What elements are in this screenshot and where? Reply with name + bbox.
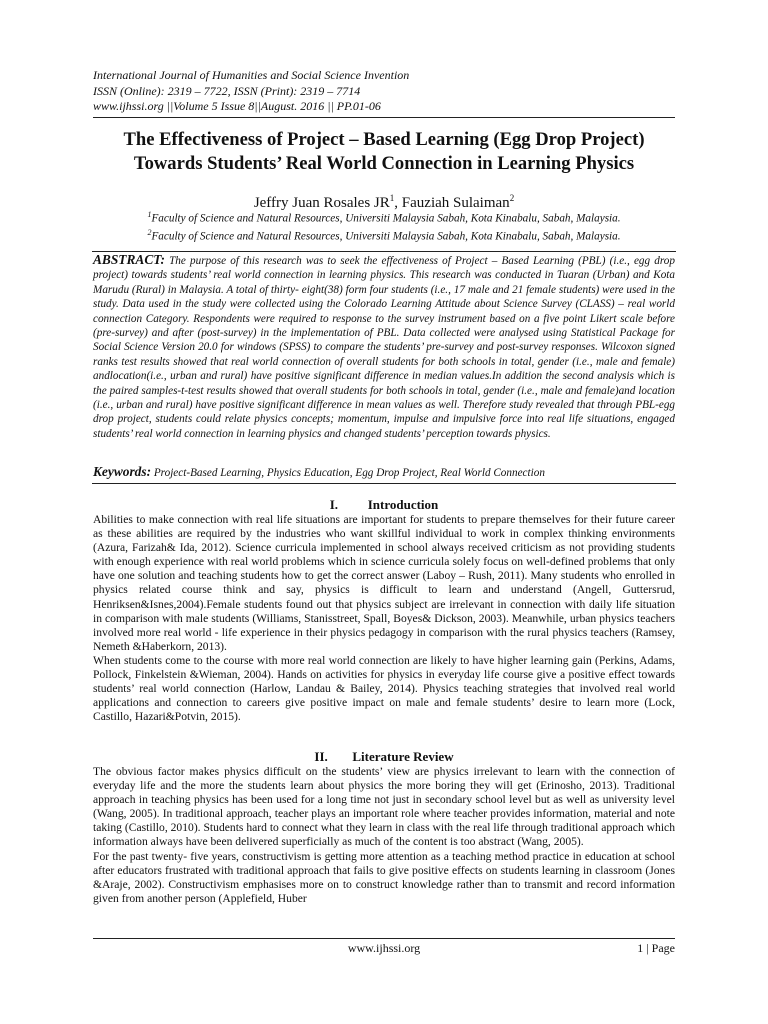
paper-title bbox=[60, 128, 708, 176]
abstract-text: The purpose of this research was to seek the effectiveness of Project – Based Learning (PBL) (i.e., egg drop project) towards students’ real world connection in learning physics. This research was conducted in Tuaran (Urban) and Kota Marudu (Rural) in Malaysia. A total of thirty- eight(38) form four students (i.e., 17 male and 21 female students) were used in the study. Data used in the study were collected using the Colorado Learning Attitude about Science Survey (CLASS) – real world connection Category. Respondents were required to response to the survey instrument based on a five point Likert scale before (pre-survey) and after (post-survey) in the implementation of PBL. Data collected were analysed using Statistical Package for Social Science Version 20.0 for windows (SPSS) to compare the students’ pre-survey and post-survey responses. Wilcoxon signed ranks test results showed that real world connection of overall students for both schools in total, gender (i.e., male and female) andlocation(i.e., urban and rural) have positive significant difference in median values.In addition the second analysis which is the paired samples-t-test results showed that overall students for both schools in total, gender (i.e., male and female)and location (i.e., urban and rural) have positive significant difference in mean values as well. Therefore study revealed that through PBL-egg drop project, students could relate physics concepts; momentum, impulse and impulsive force into real life situations, engaged students’ real world connection in learning physics and changed students’ perception towards physics. bbox=[93, 255, 675, 440]
title-line-2: Towards Students’ Real World Connection in Learning Physics bbox=[133, 153, 635, 174]
footer-rule bbox=[93, 938, 675, 939]
section-body bbox=[93, 513, 675, 724]
paragraph: For the past twenty- five years, constructivism is getting more attention as a teaching method practice in education at school after educators frustrated with traditional approach that fails to give positive effects on students learning in classroom (Jones &Araje, 2002). Constructivism emphasises more on to construct knowledge rather than to transmit and record information given from another person (Applefield, Huber bbox=[93, 849, 675, 905]
abstract-label: ABSTRACT: bbox=[93, 252, 165, 267]
section-body bbox=[93, 765, 675, 906]
title-line-1: The Effectiveness of Project – Based Learning (Egg Drop Project) bbox=[123, 129, 645, 150]
header-rule bbox=[93, 117, 675, 118]
author-name: Jeffry Juan Rosales JR bbox=[253, 195, 390, 211]
journal-issn: ISSN (Online): 2319 – 7722, ISSN (Print): 2319 – 7714 bbox=[93, 83, 361, 98]
paragraph: Abilities to make connection with real life situations are important for students to prepare themselves for their future career as these abilities are required by the industries who want skillful individual to work in complex thinking environments (Azura, Farizah& Ida, 2012). Science curricula implemented in school always received criticism as not providing students with enough experience with real world problems which in science curricula solely focus on well-defined problems that only have one solution and teaching students how to get the correct answer (Laboy – Rush, 2011). Many students who enrolled in physics related course think and say, physics is difficult to learn and understand (Angell, Guttersrud, Henriksen&Isnes,2004).Female students found out that physics subject are irrelevant in connection with daily life situation in comparison with male students (Williams, Stanisstreet, Spall, Boyes& Dickson, 2003). Meanwhile, urban physics teachers involved more real world - life experience in their physics pedagogy in comparison with the rural physics teachers (Ramsey, Nemeth &Haberkorn, 2013). bbox=[93, 513, 675, 653]
journal-header bbox=[93, 68, 693, 115]
section-title: Literature Review bbox=[352, 749, 454, 764]
paragraph: When students come to the course with more real world connection are likely to have higher learning gain (Perkins, Adams, Pollock, Finkelstein &Wieman, 2004). Hands on activities for physics in everyday life course give a positive effect towards students’ real world connection (Harlow, Landau & Bailey, 2014). Physics teaching strategies that involved real world applications and connection to careers give positive impact on male and female students’ desire to learn more (Lock, Castillo, Hazari&Potvin, 2015). bbox=[93, 653, 675, 724]
affiliation-text: Faculty of Science and Natural Resources, Universiti Malaysia Sabah, Kota Kinabalu, Sabah, Malaysia. bbox=[151, 212, 621, 225]
author-affiliation-mark: 1 bbox=[389, 193, 395, 203]
author-separator: , bbox=[394, 195, 402, 211]
keywords bbox=[93, 465, 675, 480]
affiliation-mark: 2 bbox=[147, 227, 152, 237]
keywords-text: Project-Based Learning, Physics Education, Egg Drop Project, Real World Connection bbox=[151, 467, 545, 479]
section-number: II. bbox=[314, 749, 328, 764]
paragraph: The obvious factor makes physics difficult on the students’ view are physics irrelevant to learn with the connection of everyday life and the more the students learn about physics the more boring they will get (Erinosho, 2013). Traditional approach in teaching physics has been used for a long time not just in secondary school level but as well as university level (Wang, 2005). In traditional approach, teacher plays an important role where teacher provides information, material and note taking (Castillo, 2010). Students hard to connect what they learn in class with the real life through traditional approach which information always have been delivered superficially as much of the content is too abstract (Wang, 2005). bbox=[93, 765, 675, 849]
journal-name: International Journal of Humanities and Social Science Invention bbox=[93, 68, 410, 82]
page-number: 1 | Page bbox=[637, 941, 675, 955]
keywords-label: Keywords: bbox=[93, 464, 152, 479]
section-title: Introduction bbox=[367, 497, 439, 512]
abstract bbox=[93, 253, 675, 441]
affiliation-mark: 1 bbox=[147, 210, 152, 219]
section-heading bbox=[93, 497, 675, 513]
affiliations bbox=[60, 208, 708, 243]
author-affiliation-mark: 2 bbox=[509, 193, 515, 203]
affiliation-line bbox=[60, 208, 708, 226]
footer-website: www.ijhssi.org bbox=[347, 941, 421, 955]
author-name: Fauziah Sulaiman bbox=[401, 195, 510, 211]
affiliation-text: Faculty of Science and Natural Resources, Universiti Malaysia Sabah, Kota Kinabalu, Sabah, Malaysia. bbox=[151, 230, 621, 243]
section-number: I. bbox=[329, 497, 339, 512]
affiliation-line bbox=[60, 226, 708, 244]
section-heading bbox=[93, 749, 675, 765]
journal-volume: www.ijhssi.org ||Volume 5 Issue 8||August. 2016 || PP.01-06 bbox=[93, 99, 381, 113]
